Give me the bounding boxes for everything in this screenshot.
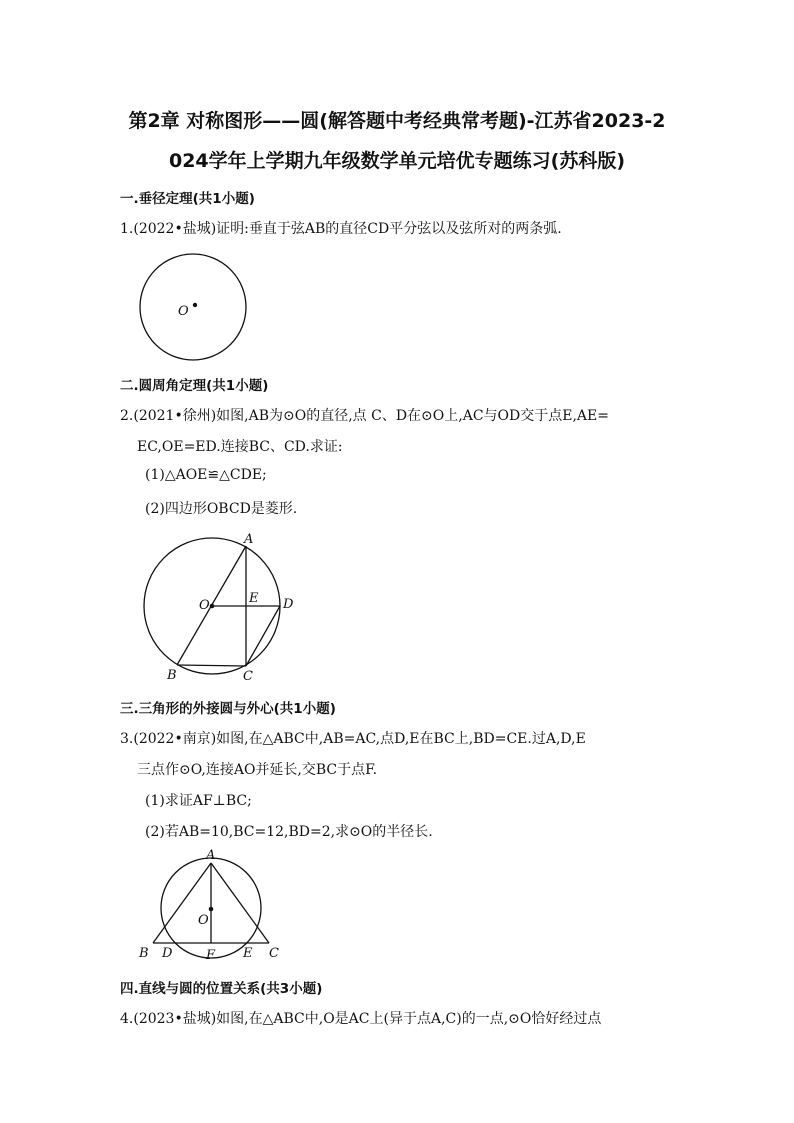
- problem-3-part-2: (2)若AB=10,BC=12,BD=2,求⊙O的半径长.: [145, 824, 433, 840]
- center-point-o: [193, 303, 197, 307]
- label-o: O: [198, 913, 209, 928]
- label-c: C: [269, 946, 279, 961]
- problem-2-line-1: 2.(2021•徐州)如图,AB为⊙O的直径,点 C、D在⊙O上,AC与OD交于点E,AE=: [120, 408, 609, 424]
- document-title-line1: 第2章 对称图形——圆(解答题中考经典常考题)-江苏省2023-2: [128, 110, 666, 132]
- section-heading-3: 三.三角形的外接圆与外心(共1小题): [120, 701, 336, 717]
- label-a: A: [244, 532, 254, 547]
- problem-3-line-1: 3.(2022•南京)如图,在△ABC中,AB=AC,点D,E在BC上,BD=CE.过A,D,E: [120, 731, 586, 747]
- center-point-o: [209, 907, 214, 912]
- label-d: D: [162, 946, 173, 961]
- section-heading-4: 四.直线与圆的位置关系(共3小题): [120, 981, 323, 997]
- section-heading-2: 二.圆周角定理(共1小题): [120, 378, 269, 394]
- label-b: B: [139, 946, 149, 961]
- figure-3-triangle: [130, 846, 300, 966]
- figure-2-rhombus: [130, 528, 320, 688]
- problem-2-part-1: (1)△AOE≌△CDE;: [145, 467, 267, 483]
- problem-3-part-1: (1)求证AF⊥BC;: [145, 793, 252, 809]
- problem-1-line-1: 1.(2022•盐城)证明:垂直于弦AB的直径CD平分弦以及弦所对的两条弧.: [120, 221, 562, 237]
- circle-o: [140, 254, 246, 360]
- document-title-line2: 024学年上学期九年级数学单元培优专题练习(苏科版): [168, 150, 626, 172]
- problem-2-part-2: (2)四边形OBCD是菱形.: [145, 501, 298, 517]
- label-o: O: [178, 304, 189, 319]
- segment-cd: [246, 606, 280, 666]
- section-heading-1: 一.垂径定理(共1小题): [120, 191, 255, 207]
- segment-bc: [177, 665, 246, 666]
- label-f: F: [206, 948, 216, 963]
- label-e: E: [243, 946, 253, 961]
- label-e: E: [249, 591, 259, 606]
- label-c: C: [243, 669, 253, 684]
- figure-1-circle: [132, 248, 256, 372]
- problem-3-line-2: 三点作⊙O,连接AO并延长,交BC于点F.: [137, 762, 378, 778]
- label-a: A: [206, 848, 216, 863]
- problem-4-line-1: 4.(2023•盐城)如图,在△ABC中,O是AC上(异于点A,C)的一点,⊙O恰好经过点: [120, 1011, 602, 1027]
- label-d: D: [283, 597, 294, 612]
- center-point-o: [210, 604, 215, 609]
- problem-2-line-2: EC,OE=ED.连接BC、CD.求证:: [137, 439, 343, 455]
- label-b: B: [167, 668, 177, 683]
- label-o: O: [199, 598, 210, 613]
